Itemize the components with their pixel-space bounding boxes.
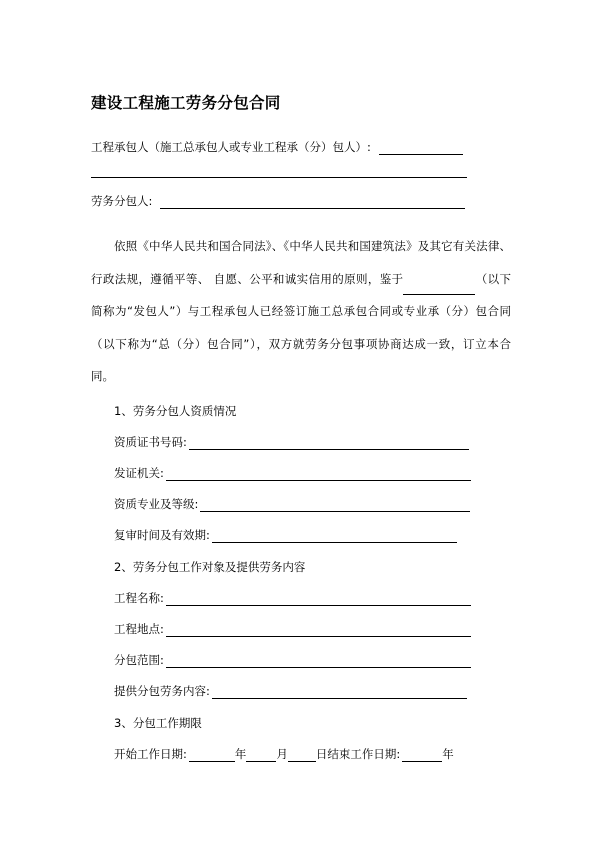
end-date-label: 日结束工作日期: xyxy=(315,747,401,761)
issuing-authority-label: 发证机关: xyxy=(114,466,164,480)
issuing-authority-row xyxy=(114,465,471,481)
contractor-line xyxy=(91,139,463,155)
start-year-blank[interactable] xyxy=(189,749,235,762)
subcontractor-line xyxy=(91,193,465,209)
review-validity-label: 复审时间及有效期: xyxy=(114,528,210,542)
project-name-blank[interactable] xyxy=(166,593,471,606)
end-year-unit: 年 xyxy=(442,747,454,761)
start-day-blank[interactable] xyxy=(288,749,316,762)
document-title: 建设工程施工劳务分包合同 xyxy=(91,94,281,112)
section1-heading: 1、劳务分包人资质情况 xyxy=(114,404,237,418)
end-year-blank[interactable] xyxy=(402,749,442,762)
cert-number-label: 资质证书号码: xyxy=(114,435,187,449)
review-validity-row xyxy=(114,527,457,543)
section2-heading: 2、劳务分包工作对象及提供劳务内容 xyxy=(114,560,306,574)
start-month-blank[interactable] xyxy=(246,749,276,762)
start-year-unit: 年 xyxy=(234,747,247,761)
issuing-authority-blank[interactable] xyxy=(166,468,471,481)
review-validity-blank[interactable] xyxy=(212,530,457,543)
project-location-blank[interactable] xyxy=(166,624,471,637)
qualification-grade-row xyxy=(114,496,470,512)
preamble-part2: （以下简称为“发包人”）与工程承包人已经签订施工总承包合同或专业承（分）包合同（以下称为“总（分）包合同”），双方就劳务分包事项协商达成一致，订立本合同。 xyxy=(91,271,512,383)
subcontract-scope-label: 分包范围: xyxy=(114,653,164,667)
subcontract-scope-blank[interactable] xyxy=(166,655,471,668)
start-month-unit: 月 xyxy=(276,747,288,761)
employer-blank[interactable] xyxy=(403,282,475,295)
work-period-row xyxy=(114,746,454,762)
project-name-row xyxy=(114,590,471,606)
contractor-blank-continued[interactable] xyxy=(91,177,467,178)
qualification-grade-label: 资质专业及等级: xyxy=(114,497,199,511)
project-name-label: 工程名称: xyxy=(114,591,164,605)
preamble-paragraph xyxy=(91,230,511,393)
qualification-grade-blank[interactable] xyxy=(200,499,470,512)
labor-content-label: 提供分包劳务内容: xyxy=(114,684,210,698)
project-location-row xyxy=(114,621,471,637)
start-date-label: 开始工作日期: xyxy=(114,747,187,761)
subcontractor-blank[interactable] xyxy=(160,196,465,209)
subcontract-scope-row xyxy=(114,652,471,668)
cert-number-row xyxy=(114,434,469,450)
project-location-label: 工程地点: xyxy=(114,622,164,636)
cert-number-blank[interactable] xyxy=(189,437,469,450)
contractor-blank[interactable] xyxy=(379,142,463,155)
section3-heading: 3、分包工作期限 xyxy=(114,716,202,730)
labor-content-row xyxy=(114,683,467,699)
preamble-part1: 依照《中华人民共和国合同法》、《中华人民共和国建筑法》及其它有关法律、行政法规，遵循平等、 自愿、公平和诚实信用的原则，鉴于 xyxy=(91,239,511,286)
contractor-label: 工程承包人（施工总承包人或专业工程承（分）包人）: xyxy=(91,140,371,154)
labor-content-blank[interactable] xyxy=(212,686,467,699)
subcontractor-label: 劳务分包人: xyxy=(91,194,153,208)
